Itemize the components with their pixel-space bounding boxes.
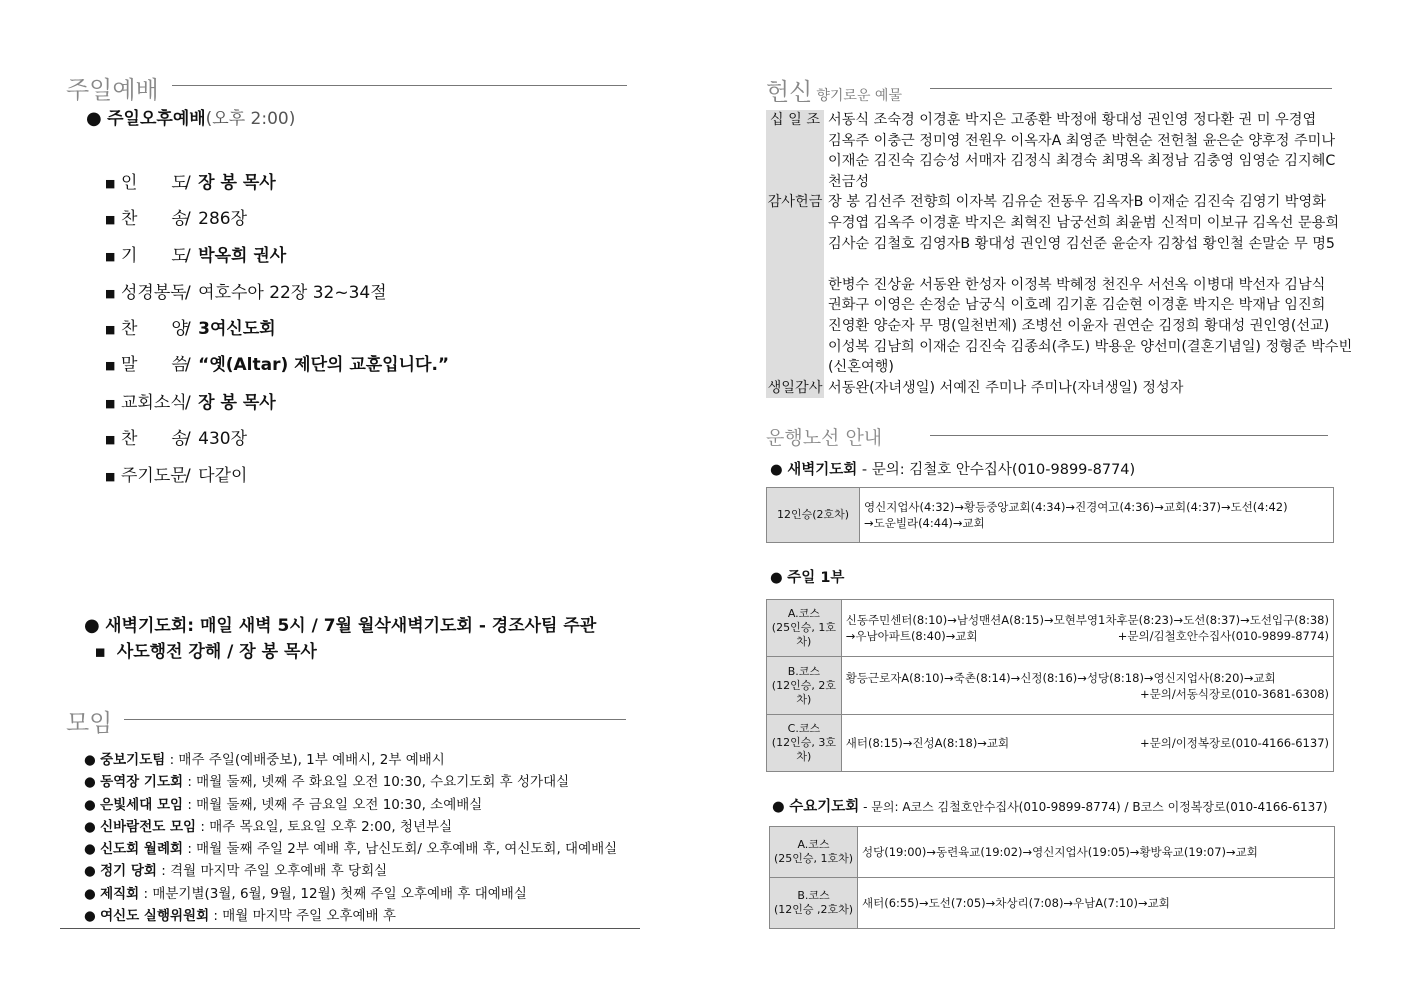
offering-section-title	[766, 72, 902, 107]
route-label-cell	[770, 827, 858, 878]
square-bullet-icon: ■	[105, 358, 116, 372]
meeting-name: 제직회	[100, 885, 140, 902]
offering-names-line: 이성복 김남희 이재순 김진숙 김종쇠(추도) 박용운 양선미(결혼기념일) 정형준 박수빈	[828, 338, 1353, 355]
route-stops: 새터(8:15)→진성A(8:18)→교회	[845, 736, 1010, 750]
order-separator: /	[185, 173, 197, 193]
route-label-sub: (25인승, 1호차)	[773, 852, 854, 865]
offering-names-line: 우경엽 김옥주 이경훈 박지은 최혁진 남궁선희 최윤범 신적미 이보규 김옥선 문용희	[828, 214, 1340, 231]
offering-names	[824, 192, 1352, 377]
dawn-prayer-text: 새벽기도회: 매일 새벽 5시 / 7월 월삭새벽기도회 - 경조사팀 주관	[105, 616, 597, 636]
meeting-desc: : 매월 마지막 주일 오후예배 후	[209, 908, 396, 925]
order-item	[105, 461, 247, 486]
meeting-item	[84, 771, 617, 793]
meeting-desc: : 매주 주일(예배중보), 1부 예배시, 2부 예배시	[165, 752, 445, 768]
route-stops: 새터(6:55)→도선(7:05)→차상리(7:08)→우남A(7:10)→교회	[862, 896, 1170, 910]
route-label-cell	[767, 600, 842, 657]
meeting-name: 정기 당회	[100, 863, 157, 880]
bullet-icon: ●	[84, 774, 101, 791]
meeting-item	[84, 860, 617, 882]
order-separator: /	[185, 393, 197, 413]
order-value: 다같이	[198, 466, 248, 486]
route-stops: 황등근로자A(8:10)→죽촌(8:14)→신정(8:16)→성당(8:18)→영신지업사(8:20)→교회	[845, 670, 1276, 685]
meeting-name: 신바람전도 모임	[100, 818, 197, 835]
service-time: (오후 2:00)	[205, 109, 296, 129]
meeting-name: 동역장 기도회	[100, 774, 184, 791]
route-stops: 성당(19:00)→동련육교(19:02)→영신지업사(19:05)→황방육교(19:07)→교회	[862, 845, 1258, 859]
offering-names-line: 서동식 조숙경 이경훈 박지은 고종환 박정애 황대성 권인영 정다환 권 미 우경엽	[828, 112, 1317, 128]
meeting-list	[84, 749, 617, 927]
meeting-name: 신도회 월례회	[100, 841, 184, 858]
route-label-cell	[767, 657, 842, 715]
meeting-desc: : 매월 둘째 주일 2부 예배 후, 남신도회/ 오후예배 후, 여신도회, 대예배실	[183, 841, 618, 858]
dawn-route-name: 새벽기도회	[787, 462, 858, 478]
bullet-icon: ●	[84, 863, 101, 880]
wed-route-heading	[772, 795, 1328, 816]
offering-category	[766, 192, 824, 377]
offering-title: 헌신	[766, 78, 813, 106]
offering-row	[766, 110, 1338, 192]
offering-list	[766, 110, 1353, 398]
bullet-icon: ●	[84, 818, 101, 835]
meeting-item	[84, 749, 617, 771]
bottom-divider	[60, 928, 640, 929]
order-separator: /	[185, 429, 197, 449]
route-label-sub: (12인승, 2호차)	[771, 678, 836, 706]
divider	[930, 88, 1332, 89]
offering-names-line: 천금성	[828, 173, 870, 190]
offering-names-line: 한병수 진상윤 서동완 한성자 이정복 박혜정 천진우 서선옥 이병대 박선자 김남식	[828, 276, 1326, 293]
route-label-cell	[767, 488, 860, 543]
route-value-cell	[841, 657, 1333, 715]
offering-names-line: 진영환 양순자 무 명(일천번제) 조병선 이윤자 권연순 김정희 황대성 권인영(선교)	[828, 317, 1330, 334]
order-item	[105, 314, 276, 339]
order-separator: /	[185, 466, 197, 486]
meeting-name: 중보기도팀	[100, 752, 166, 768]
offering-subtitle: 향기로운 예물	[816, 88, 902, 104]
order-label: 주기도문	[121, 466, 187, 486]
offering-names-line: (신혼여행)	[828, 359, 894, 376]
order-value: 286장	[198, 209, 248, 229]
dawn-prayer-line	[84, 611, 596, 636]
route-contact: +문의/서동식장로(010-3681-6308)	[1139, 686, 1329, 701]
route-contact: +문의/이정복장로(010-4166-6137)	[1139, 736, 1329, 750]
bullet-icon: ●	[84, 841, 101, 858]
route-label: A.코스	[787, 607, 820, 620]
meeting-item	[84, 838, 617, 860]
service-heading	[86, 104, 295, 129]
route-label: 12인승(2호차)	[776, 508, 850, 521]
order-value: 박옥희 권사	[198, 246, 287, 266]
order-label: 찬 송	[121, 429, 188, 449]
offering-names-line	[828, 254, 1352, 275]
square-bullet-icon: ■	[105, 249, 116, 263]
route-stops: →우남아파트(8:40)→교회	[845, 629, 978, 643]
offering-category-label: 감사헌금	[767, 194, 823, 211]
route-value-cell	[858, 878, 1335, 929]
order-label: 말 씀	[121, 355, 188, 375]
sunday-route-name: 주일 1부	[787, 570, 845, 586]
order-item	[105, 350, 449, 375]
bullet-icon: ●	[772, 799, 785, 815]
meeting-desc: : 매월 둘째, 넷째 주 금요일 오전 10:30, 소예배실	[183, 796, 483, 813]
divider	[930, 435, 1328, 436]
service-name: 주일오후예배	[107, 109, 206, 129]
divider	[124, 719, 626, 720]
meeting-item	[84, 883, 617, 905]
meeting-desc: : 매주 목요일, 토요일 오후 2:00, 청년부실	[196, 818, 453, 835]
bullet-icon: ●	[770, 570, 783, 586]
offering-row	[766, 378, 1338, 399]
route-stops: 신동주민센터(8:10)→남성맨션A(8:15)→모현부영1차후문(8:23)→도선(8:37)→도선입구(8:38)	[845, 613, 1329, 627]
meeting-desc: : 격월 마지막 주일 오후예배 후 당회실	[156, 863, 388, 880]
route-value-cell	[841, 715, 1333, 772]
meeting-desc: : 매분기별(3월, 6월, 9월, 12월) 첫째 주일 오후예배 후 대예배실	[139, 885, 527, 902]
route-row	[767, 715, 1334, 772]
route-line-with-contact	[846, 735, 1329, 751]
wed-route-name: 수요기도회	[789, 799, 860, 815]
order-item	[105, 388, 276, 413]
square-bullet-icon: ■	[105, 396, 116, 410]
order-item	[105, 168, 276, 193]
offering-row	[766, 192, 1353, 377]
order-separator: /	[185, 355, 197, 375]
offering-names-line: 서동완(자녀생일) 서예진 주미나 주미나(자녀생일) 정성자	[828, 379, 1184, 396]
meeting-desc: : 매월 둘째, 넷째 주 화요일 오전 10:30, 수요기도회 후 성가대실	[183, 774, 570, 791]
order-label: 성경봉독	[121, 283, 187, 303]
order-value: 장 봉 목사	[198, 173, 276, 193]
meeting-section-title: 모임	[66, 709, 113, 737]
route-label: B.코스	[787, 664, 821, 678]
route-line-with-contact	[846, 628, 1329, 644]
meeting-name: 은빛세대 모임	[100, 796, 184, 813]
square-bullet-icon: ■	[105, 322, 116, 336]
bullet-icon: ●	[84, 908, 101, 925]
dawn-route-heading	[770, 458, 1135, 479]
meeting-item	[84, 794, 617, 816]
meeting-item	[84, 905, 617, 927]
route-row	[770, 827, 1335, 878]
dawn-prayer-sub-text: 사도행전 강해 / 장 봉 목사	[116, 642, 317, 662]
offering-names-line: 김옥주 이충근 정미영 전원우 이옥자A 최영준 박현순 전헌철 윤은순 양후정 주미나	[828, 132, 1336, 149]
wed-route-info: - 문의: A코스 김철호안수집사(010-9899-8774) / B코스 이정복장로(010-4166-6137)	[859, 800, 1328, 814]
order-separator: /	[185, 246, 197, 266]
route-stops: →도운빌라(4:44)→교회	[864, 516, 985, 530]
order-item	[105, 278, 387, 303]
route-label: B.코스	[797, 889, 830, 902]
bullet-icon: ●	[84, 796, 101, 813]
order-value: 3여신도회	[198, 319, 276, 339]
square-bullet-icon: ■	[105, 469, 116, 483]
route-row	[770, 878, 1335, 929]
order-value: 여호수아 22장 32~34절	[198, 283, 387, 303]
bullet-icon: ●	[84, 885, 101, 902]
offering-category-label: 생일감사	[767, 379, 823, 396]
offering-names-line: 장 봉 김선주 전향희 이자복 김유순 전동우 김옥자B 이재순 김진숙 김영기 박영화	[828, 194, 1326, 211]
bullet-icon: ●	[770, 462, 783, 478]
meeting-name: 여신도 실행위원회	[100, 908, 210, 925]
square-bullet-icon: ■	[95, 645, 106, 659]
route-row	[767, 488, 1334, 543]
route-contact: +문의/김철호안수집사(010-9899-8774)	[1117, 629, 1329, 643]
order-item	[105, 241, 286, 266]
route-label-sub: (12인승, 3호차)	[771, 736, 836, 763]
route-value-cell	[860, 488, 1334, 543]
dawn-prayer-sub	[95, 637, 317, 662]
order-item	[105, 424, 247, 449]
route-label-sub: (25인승, 1호차)	[771, 621, 836, 648]
order-item	[105, 204, 247, 229]
route-value-cell	[858, 827, 1335, 878]
sunday-route-heading	[770, 566, 844, 587]
order-label: 찬 송	[121, 209, 188, 229]
order-separator: /	[185, 283, 197, 303]
offering-category-label: 십 일 조	[769, 112, 821, 128]
offering-names-line: 김사순 김철호 김영자B 황대성 권인영 김선준 윤순자 김창섭 황인철 손말순 무 명5	[828, 235, 1335, 252]
bullet-icon: ●	[84, 752, 101, 768]
order-value: 장 봉 목사	[198, 393, 276, 413]
order-label: 기 도	[121, 246, 188, 266]
route-label-cell	[767, 715, 842, 772]
route-label: A.코스	[797, 838, 830, 851]
route-label-sub: (12인승 ,2호차)	[773, 903, 854, 916]
square-bullet-icon: ■	[105, 432, 116, 446]
route-row	[767, 657, 1334, 715]
bullet-icon: ●	[84, 615, 100, 636]
route-label: C.코스	[787, 722, 821, 735]
offering-names	[824, 110, 1338, 192]
route-value-cell	[841, 600, 1333, 657]
order-label: 찬 양	[121, 319, 188, 339]
sunday-route-table	[766, 599, 1334, 772]
dawn-route-info: - 문의: 김철호 안수집사(010-9899-8774)	[857, 462, 1136, 478]
route-section-title: 운행노선 안내	[766, 427, 883, 449]
order-separator: /	[185, 209, 197, 229]
dawn-route-table	[766, 487, 1334, 543]
wed-route-table	[769, 826, 1335, 929]
order-value: “옛(Altar) 제단의 교훈입니다.”	[198, 355, 450, 375]
offering-category	[766, 110, 824, 192]
meeting-item	[84, 816, 617, 838]
divider	[172, 85, 627, 86]
bullet-icon: ●	[86, 108, 102, 129]
order-label: 인 도	[121, 173, 188, 193]
route-label-cell	[770, 878, 858, 929]
offering-names	[824, 378, 1338, 399]
order-label: 교회소식	[121, 393, 187, 413]
worship-section-title: 주일예배	[66, 76, 159, 104]
offering-names-line: 이재순 김진숙 김승성 서매자 김정식 최경숙 최명옥 최정남 김충영 임영순 김지혜C	[828, 153, 1336, 170]
order-value: 430장	[198, 429, 248, 449]
square-bullet-icon: ■	[105, 286, 116, 300]
order-separator: /	[185, 319, 197, 339]
route-row	[767, 600, 1334, 657]
route-stops: 영신지업사(4:32)→황등중앙교회(4:34)→진경여고(4:36)→교회(4:37)→도선(4:42)	[864, 500, 1288, 514]
offering-names-line: 권화구 이영은 손정순 남궁식 이호례 김기훈 김순현 이경훈 박지은 박재남 임진희	[828, 297, 1326, 314]
square-bullet-icon: ■	[105, 176, 116, 190]
square-bullet-icon: ■	[105, 212, 116, 226]
offering-category	[766, 378, 824, 399]
